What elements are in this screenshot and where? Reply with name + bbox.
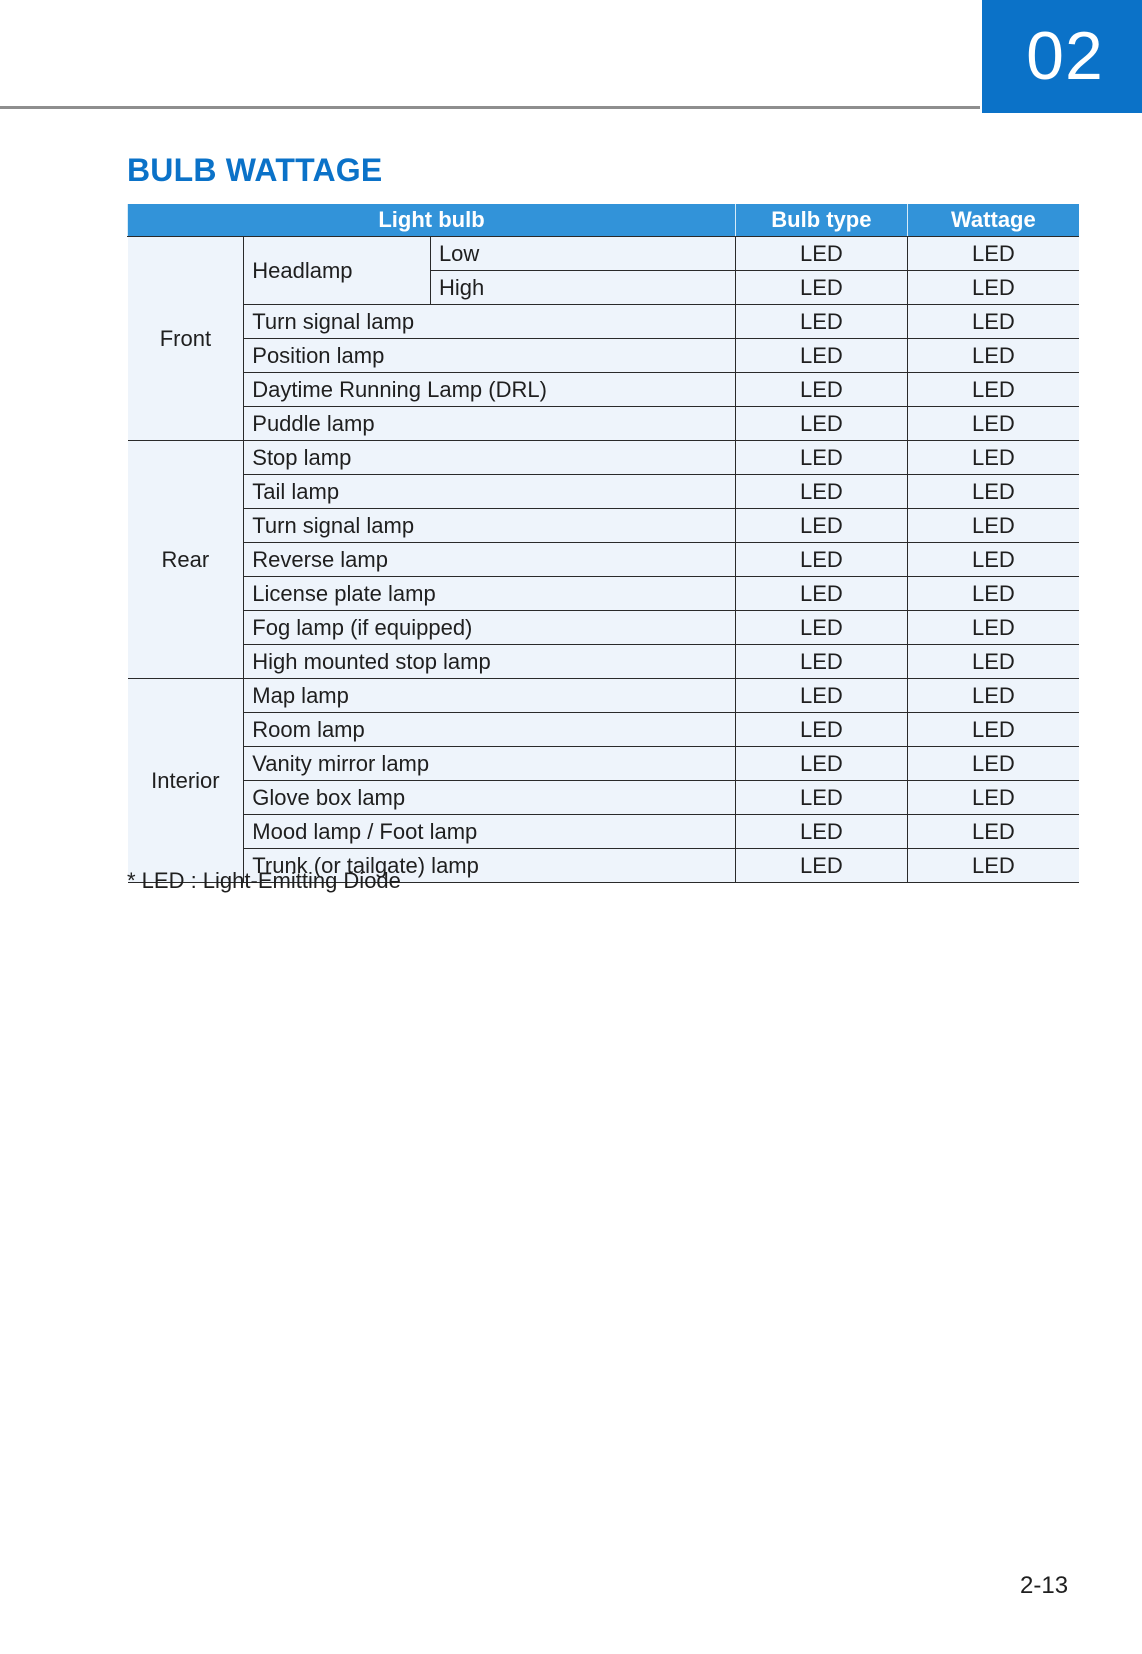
lamp-subtype: Low bbox=[430, 237, 735, 271]
bulb-type-cell: LED bbox=[736, 441, 908, 475]
table-row bbox=[128, 237, 1080, 271]
bulb-type-cell: LED bbox=[736, 781, 908, 815]
lamp-name: Map lamp bbox=[244, 679, 736, 713]
section-title: BULB WATTAGE bbox=[127, 152, 383, 188]
bulb-type-cell: LED bbox=[736, 611, 908, 645]
wattage-cell: LED bbox=[907, 849, 1079, 883]
column-header-light-bulb: Light bulb bbox=[128, 204, 736, 237]
bulb-type-cell: LED bbox=[736, 407, 908, 441]
bulb-type-cell: LED bbox=[736, 713, 908, 747]
bulb-type-cell: LED bbox=[736, 543, 908, 577]
wattage-cell: LED bbox=[907, 441, 1079, 475]
wattage-cell: LED bbox=[907, 509, 1079, 543]
wattage-cell: LED bbox=[907, 543, 1079, 577]
table-row bbox=[128, 781, 1080, 815]
wattage-cell: LED bbox=[907, 271, 1079, 305]
lamp-name: Mood lamp / Foot lamp bbox=[244, 815, 736, 849]
lamp-name: Reverse lamp bbox=[244, 543, 736, 577]
wattage-cell: LED bbox=[907, 237, 1079, 271]
wattage-cell: LED bbox=[907, 781, 1079, 815]
bulb-type-cell: LED bbox=[736, 747, 908, 781]
wattage-cell: LED bbox=[907, 577, 1079, 611]
lamp-name: Turn signal lamp bbox=[244, 509, 736, 543]
bulb-type-cell: LED bbox=[736, 305, 908, 339]
bulb-type-cell: LED bbox=[736, 679, 908, 713]
group-label-interior: Interior bbox=[128, 679, 244, 883]
table-row bbox=[128, 543, 1080, 577]
lamp-name: Fog lamp (if equipped) bbox=[244, 611, 736, 645]
lamp-name: Room lamp bbox=[244, 713, 736, 747]
wattage-cell: LED bbox=[907, 645, 1079, 679]
wattage-cell: LED bbox=[907, 305, 1079, 339]
bulb-type-cell: LED bbox=[736, 509, 908, 543]
bulb-type-cell: LED bbox=[736, 475, 908, 509]
table-row bbox=[128, 679, 1080, 713]
bulb-type-cell: LED bbox=[736, 271, 908, 305]
wattage-cell: LED bbox=[907, 815, 1079, 849]
table-row bbox=[128, 645, 1080, 679]
table-row bbox=[128, 611, 1080, 645]
table-row bbox=[128, 373, 1080, 407]
lamp-name: License plate lamp bbox=[244, 577, 736, 611]
wattage-cell: LED bbox=[907, 339, 1079, 373]
wattage-cell: LED bbox=[907, 747, 1079, 781]
table-row bbox=[128, 441, 1080, 475]
bulb-type-cell: LED bbox=[736, 237, 908, 271]
wattage-cell: LED bbox=[907, 679, 1079, 713]
lamp-subtype: High bbox=[430, 271, 735, 305]
table-row bbox=[128, 747, 1080, 781]
table-row bbox=[128, 577, 1080, 611]
bulb-type-cell: LED bbox=[736, 373, 908, 407]
table-row bbox=[128, 509, 1080, 543]
table-row bbox=[128, 815, 1080, 849]
table-row bbox=[128, 407, 1080, 441]
lamp-name: Headlamp bbox=[244, 237, 431, 305]
bulb-type-cell: LED bbox=[736, 339, 908, 373]
table-row bbox=[128, 305, 1080, 339]
bulb-wattage-table bbox=[127, 204, 1079, 883]
lamp-name: Glove box lamp bbox=[244, 781, 736, 815]
lamp-name: Puddle lamp bbox=[244, 407, 736, 441]
lamp-name: Position lamp bbox=[244, 339, 736, 373]
lamp-name: Tail lamp bbox=[244, 475, 736, 509]
wattage-cell: LED bbox=[907, 611, 1079, 645]
table-row bbox=[128, 475, 1080, 509]
footnote: * LED : Light-Emitting Diode bbox=[127, 868, 401, 893]
column-header-wattage: Wattage bbox=[907, 204, 1079, 237]
table-row bbox=[128, 339, 1080, 373]
chapter-tab: 02 bbox=[982, 0, 1142, 113]
lamp-name: Trunk (or tailgate) lamp bbox=[244, 849, 736, 883]
header-divider bbox=[0, 106, 980, 109]
wattage-cell: LED bbox=[907, 475, 1079, 509]
lamp-name: Daytime Running Lamp (DRL) bbox=[244, 373, 736, 407]
bulb-type-cell: LED bbox=[736, 577, 908, 611]
lamp-name: Turn signal lamp bbox=[244, 305, 736, 339]
wattage-cell: LED bbox=[907, 713, 1079, 747]
lamp-name: Stop lamp bbox=[244, 441, 736, 475]
column-header-bulb-type: Bulb type bbox=[736, 204, 908, 237]
table-row bbox=[128, 713, 1080, 747]
group-label-rear: Rear bbox=[128, 441, 244, 679]
wattage-cell: LED bbox=[907, 373, 1079, 407]
group-label-front: Front bbox=[128, 237, 244, 441]
lamp-name: Vanity mirror lamp bbox=[244, 747, 736, 781]
lamp-name: High mounted stop lamp bbox=[244, 645, 736, 679]
bulb-type-cell: LED bbox=[736, 849, 908, 883]
table-header-row bbox=[128, 204, 1080, 237]
bulb-type-cell: LED bbox=[736, 645, 908, 679]
wattage-cell: LED bbox=[907, 407, 1079, 441]
bulb-type-cell: LED bbox=[736, 815, 908, 849]
page-number: 2-13 bbox=[1020, 1572, 1069, 1599]
